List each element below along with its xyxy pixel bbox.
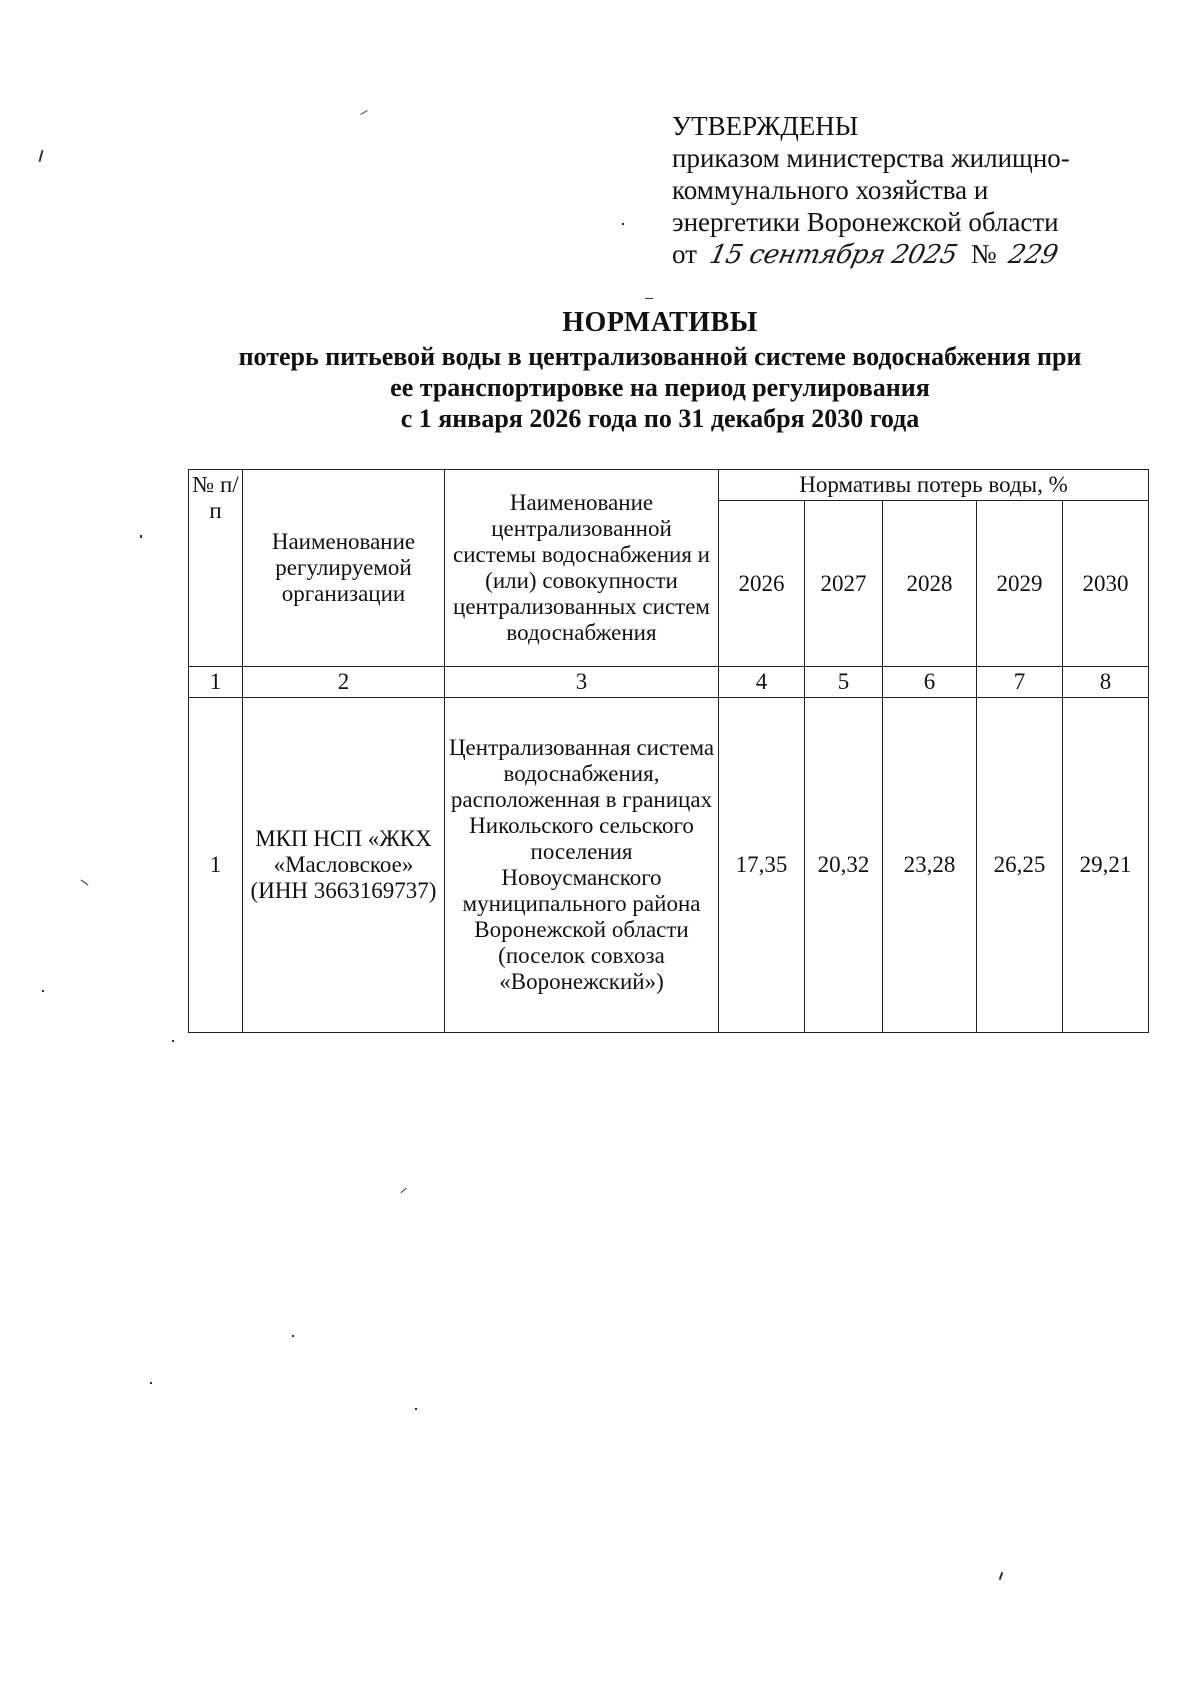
table-header-row-1 [189,470,1149,501]
row-value: 26,25 [977,698,1063,1033]
header-year: 2027 [805,501,883,667]
column-number: 3 [445,667,719,698]
scan-speck [38,150,43,162]
approval-line-2: коммунального хозяйства и [672,175,989,205]
column-number: 4 [719,667,805,698]
row-num: 1 [189,698,243,1033]
approval-date-prefix: от [672,239,697,269]
approval-number-label: № [970,239,997,269]
header-year: 2030 [1063,501,1149,667]
approval-line-1: приказом министерства жилищно- [672,143,1070,173]
scan-speck [140,535,142,538]
scan-speck [150,1382,152,1384]
row-value: 23,28 [883,698,977,1033]
norms-table [188,469,1149,1033]
handwritten-date: 15 сентября 2025 [706,240,960,270]
approval-heading: УТВЕРЖДЕНЫ [672,111,859,141]
approval-block [672,110,1132,271]
column-number: 8 [1063,667,1149,698]
column-number: 7 [977,667,1063,698]
column-number-row [189,667,1149,698]
scan-speck [622,223,624,225]
header-org: Наименование регулируемой организации [243,470,445,667]
title-sub-3: с 1 января 2026 года по 31 декабря 2030 года [400,404,920,433]
row-org: МКП НСП «ЖКХ «Масловское» (ИНН 3663169737) [243,698,445,1033]
approval-line-3: энергетики Воронежской области [672,207,1059,237]
scan-speck [415,1408,417,1410]
document-title [170,305,1150,434]
header-norms-group: Нормативы потерь воды, % [719,470,1149,501]
header-year: 2028 [883,501,977,667]
column-number: 2 [243,667,445,698]
scan-speck [360,110,367,115]
scan-speck [42,990,44,992]
scan-speck [292,1335,294,1337]
row-value: 20,32 [805,698,883,1033]
column-number: 1 [189,667,243,698]
handwritten-number: 229 [1006,240,1061,270]
scan-speck [81,880,89,886]
scan-speck [172,1040,174,1042]
scan-speck [645,298,653,299]
scan-speck [400,1188,406,1193]
row-value: 29,21 [1063,698,1149,1033]
column-number: 5 [805,667,883,698]
header-year: 2026 [719,501,805,667]
row-value: 17,35 [719,698,805,1033]
column-number: 6 [883,667,977,698]
row-system: Централизованная система водоснабжения, расположенная в границах Никольского сельского поселения Новоусманского муниципального района Воронежской области (поселок совхоза «Воронежский») [445,698,719,1033]
scan-speck [999,1572,1004,1580]
title-sub-2: ее транспортировке на период регулирования [390,373,930,402]
title-main: НОРМАТИВЫ [562,307,758,338]
table-row [189,698,1149,1033]
approval-date-line [672,238,1132,271]
header-year: 2029 [977,501,1063,667]
header-num: № п/п [189,470,243,667]
header-system: Наименование централизованной системы водоснабжения и (или) совокупности централизованных систем водоснабжения [445,470,719,667]
title-sub-1: потерь питьевой воды в централизованной системе водоснабжения при [238,342,1082,371]
